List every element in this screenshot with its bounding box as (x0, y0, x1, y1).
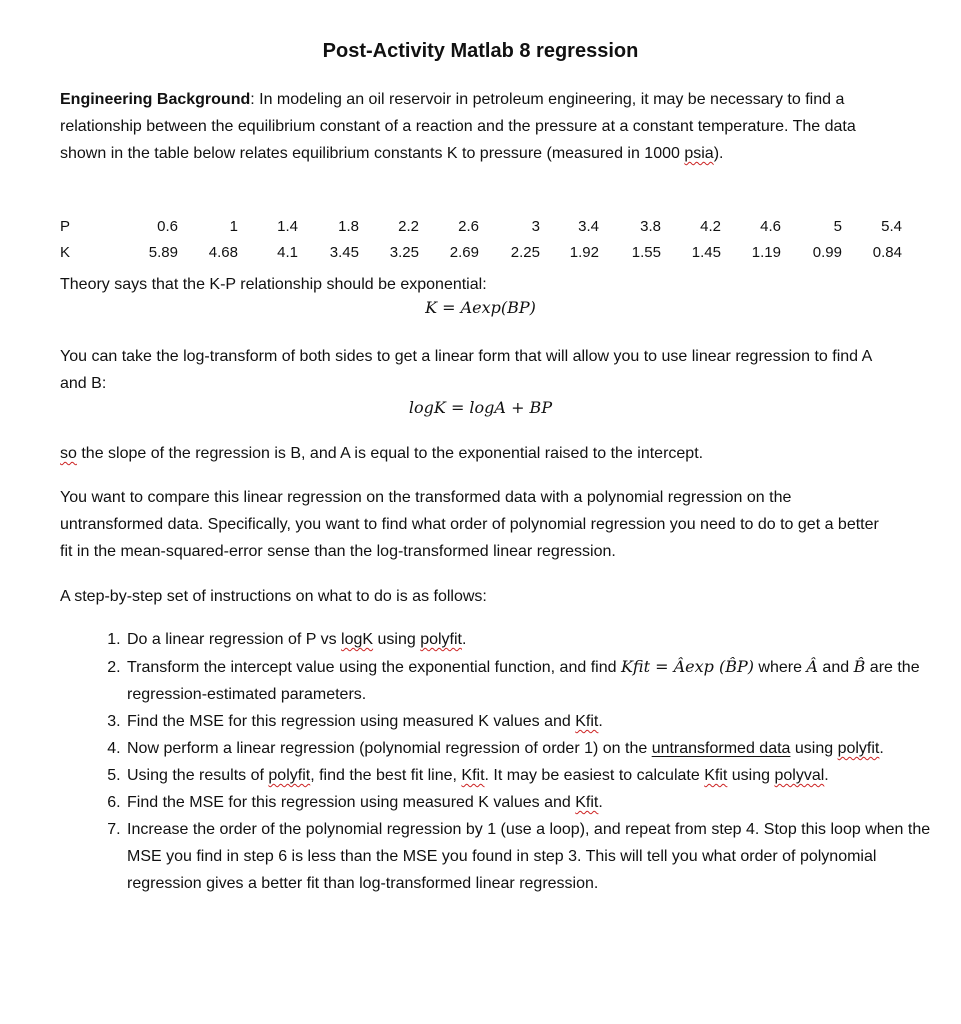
table-cell: 1.8 (338, 217, 359, 235)
table-cell: 1.4 (277, 217, 298, 235)
table-cell: 0.6 (157, 217, 178, 235)
table-cell: 0.99 (812, 243, 842, 261)
table-cell: 5.4 (881, 217, 902, 235)
step-item (125, 816, 945, 897)
table-cell: 0.84 (872, 243, 902, 261)
table-cell: 1.45 (691, 243, 721, 261)
table-cell: 3.8 (640, 217, 661, 235)
background-label: Engineering Background (60, 91, 251, 108)
step-text: , find the best fit line, (310, 767, 462, 784)
term-kfit: Kfit (461, 767, 485, 784)
symbol-b-hat: B̂ (853, 657, 866, 676)
background-paragraph (60, 86, 890, 167)
term-kfit: Kfit (575, 713, 599, 730)
step-text: . (824, 767, 829, 784)
steps-intro: A step-by-step set of instructions on what to do is as follows: (60, 588, 487, 605)
log-transform-text: You can take the log-transform of both sides to get a linear form that will allow you to use linear regression to find A and B: (60, 348, 872, 392)
steps-list (60, 626, 945, 897)
word-so: so (60, 445, 77, 462)
row-label-p: P (60, 217, 71, 235)
step-text: Transform the intercept value using the exponential function, and find (127, 659, 621, 676)
step-text: using (373, 631, 421, 648)
step-text: Now perform a linear regression (polynomial regression of order 1) on the (127, 740, 652, 757)
step-text: are the regression-estimated parameters. (127, 659, 920, 703)
underlined-untransformed: untransformed data (651, 740, 791, 757)
data-table (60, 213, 902, 265)
table-cell: 4.6 (760, 217, 781, 235)
table-cell: 3.4 (578, 217, 599, 235)
step-text: where (753, 659, 807, 676)
step-text: Do a linear regression of P vs (127, 631, 342, 648)
term-polyfit: polyfit (837, 740, 880, 757)
table-cell: 1.55 (631, 243, 661, 261)
page-title: Post-Activity Matlab 8 regression (322, 40, 639, 62)
row-label-k: K (60, 243, 71, 261)
term-polyfit: polyfit (268, 767, 311, 784)
step-item (125, 762, 945, 789)
term-polyfit: polyfit (420, 631, 462, 648)
background-end: ). (713, 145, 724, 162)
table-row-k (60, 239, 902, 265)
step-item (125, 708, 945, 735)
step-text: . (598, 794, 603, 811)
term-polyval: polyval (774, 767, 825, 784)
table-cell: 3.45 (329, 243, 359, 261)
slope-text (60, 440, 890, 467)
table-row-p (60, 213, 902, 239)
symbol-a-hat: Â (806, 657, 818, 676)
table-cell: 2.2 (398, 217, 419, 235)
table-cell: 2.69 (449, 243, 479, 261)
table-cell: 4.1 (277, 243, 298, 261)
step-item (125, 789, 945, 816)
compare-paragraph: You want to compare this linear regression on the transformed data with a polynomial regression on the untransformed data. Specifically, you want to find what order of polynomial regression you need to do to get a better fit in the mean-squared-error sense than the log-transformed linear regression. (60, 489, 879, 560)
step-item (125, 626, 945, 653)
step-text: and (817, 659, 854, 676)
step-text: using (790, 740, 838, 757)
theory-text: Theory says that the K-P relationship should be exponential: (60, 276, 487, 293)
table-cell: 5.89 (148, 243, 178, 261)
equation-exponential: K = Aexp(BP) (425, 298, 536, 317)
table-cell: 3.25 (389, 243, 419, 261)
step-text: . It may be easiest to calculate (484, 767, 705, 784)
table-cell: 2.25 (510, 243, 540, 261)
step-item (125, 653, 945, 708)
table-cell: 1.92 (569, 243, 599, 261)
table-cell: 1.19 (751, 243, 781, 261)
step-text: Find the MSE for this regression using measured K values and (127, 713, 576, 730)
term-kfit: Kfit (704, 767, 728, 784)
equation-log: logK = logA + BP (408, 398, 553, 417)
step-text: using (727, 767, 775, 784)
term-logk: logK (341, 631, 374, 648)
step-text: Find the MSE for this regression using measured K values and (127, 794, 576, 811)
step-item (125, 735, 945, 762)
step-text: Using the results of (127, 767, 269, 784)
step-text: . (879, 740, 884, 757)
step-text: . (462, 631, 467, 648)
table-cell: 4.68 (208, 243, 238, 261)
table-cell: 2.6 (458, 217, 479, 235)
table-cell: 5 (833, 217, 842, 235)
step-text: . (598, 713, 603, 730)
term-kfit: Kfit (575, 794, 599, 811)
step-text: Increase the order of the polynomial regression by 1 (use a loop), and repeat from step 4. Stop this loop when the MSE you find in step 6 is less than the MSE you found in step 3. This will tell you what order of polynomial regression gives a better fit than log-transformed linear regression. (127, 821, 931, 892)
table-cell: 3 (531, 217, 540, 235)
equation-kfit: Kfit = Âexp (B̂P) (620, 657, 754, 676)
background-text: : In modeling an oil reservoir in petroleum engineering, it may be necessary to find a relationship between the equilibrium constant of a reaction and the pressure at a constant temperature. The data shown in the table below relates equilibrium constants K to pressure (measured in 1000 (60, 91, 856, 162)
unit-psia: psia (684, 145, 714, 162)
slope-rest: the slope of the regression is B, and A is equal to the exponential raised to the intercept. (76, 445, 704, 462)
table-cell: 1 (229, 217, 238, 235)
table-cell: 4.2 (700, 217, 721, 235)
